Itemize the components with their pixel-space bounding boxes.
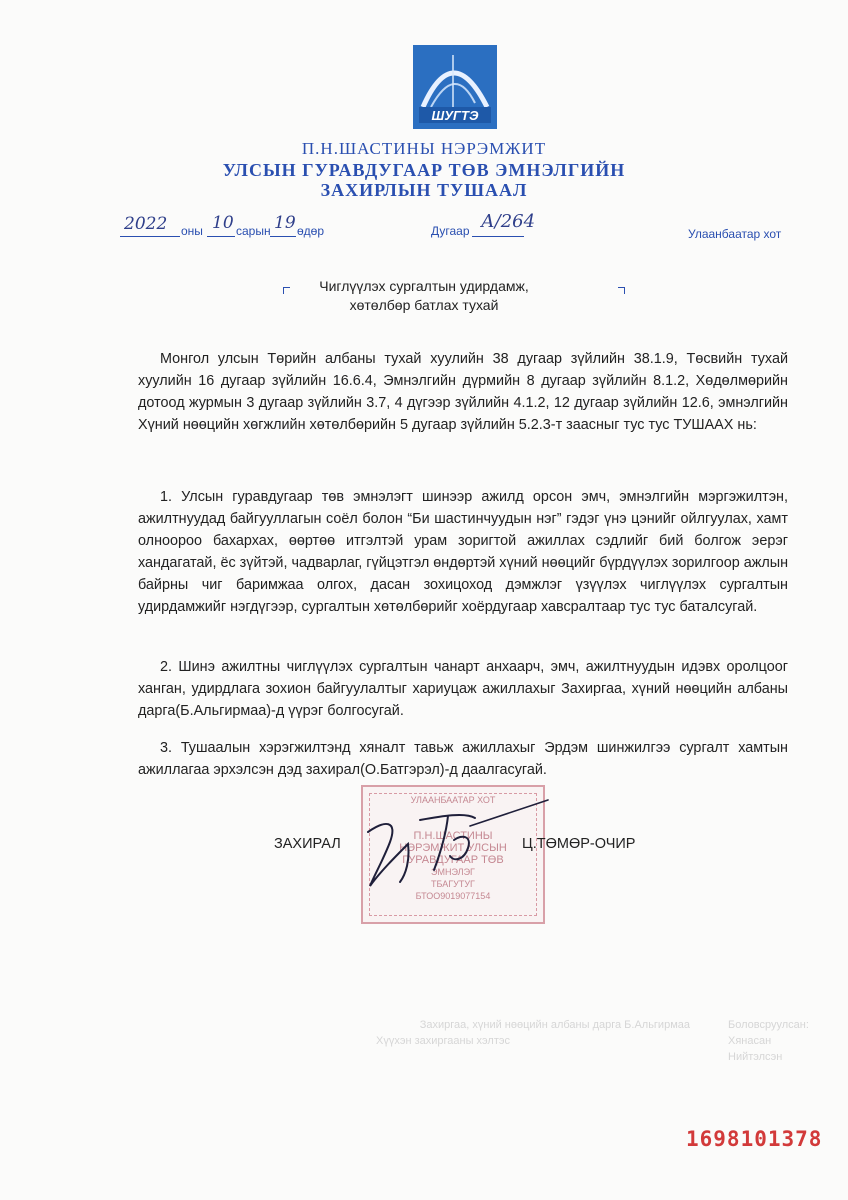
stamp-line3: НЭРЭМЖИТ УЛСЫН xyxy=(399,842,507,854)
number-underline xyxy=(472,236,524,237)
month-underline xyxy=(207,236,235,237)
header-line2: УЛСЫН ГУРАВДУГААР ТӨВ ЭМНЭЛГИЙН xyxy=(222,160,626,180)
bleed-col1-line2: Хянасан xyxy=(728,1035,772,1047)
subject-line1: Чиглүүлэх сургалтын удирдамж, xyxy=(319,278,529,294)
order-item-3: 3. Тушаалын хэрэгжилтэнд хяналт тавьж ажиллахыг Эрдэм шинжилгээ сургалт хамтын ажиллагаа эрхэлсэн дэд захирал(О.Батгэрэл)-д даалгасугай. xyxy=(138,740,788,778)
month-value: 10 xyxy=(212,213,234,233)
order-item-1: 1. Улсын гуравдугаар төв эмнэлэгт шинээр ажилд орсон эмч, эмнэлгийн мэргэжилтэн, ажилтнуудад байгууллагын соёл болон “Би шастинчуудын нэг” гэдэг үнэ цэнийг ойлгуулах, хамт олноороо бахархах, өөртөө итгэлтэй урам зоригтой ажиллах сэдлийг бий болгож эерэг хандагатай, ёс зүйтэй, чадварлаг, гүйцэтгэл өндөртэй хүний нөөцийг бүрдүүлэх зорилгоор ажлын байрны чиг баримжаа олгох, дасан зохицоход дэмжлэг үзүүлэх чиглүүлэх сургалтын удирдамжийг нэгдүгээр, сургалтын хөтөлбөрийг хоёрдугаар хавсралтаар тус тус баталсугай. xyxy=(138,489,789,615)
header-line1: П.Н.ШАСТИНЫ НЭРЭМЖИТ xyxy=(301,139,547,158)
handwritten-signature xyxy=(350,790,560,900)
stamp-line6: ТБАГУТУГ xyxy=(431,879,475,889)
preamble-paragraph: Монгол улсын Төрийн албаны тухай хуулийн 38 дугаар зүйлийн 38.1.9, Төсвийн тухай хуулийн 16 дугаар зүйлийн 16.6.4, Эмнэлгийн дүрмийн 8 дугаар зүйлийн 8.1.2, Хөдөлмөрийн дотоод журмын 3 дугаар зүйлийн 3.7, 4 дүгээр зүйлийн 4.1.2, 12 дугаар зүйлийн 12.6, эмнэлгийн Хүний нөөцийн хөгжлийн хөтөлбөрийн 5 дугаар зүйлийн 5.2.3-т заасныг тус тус ТУШААХ нь: xyxy=(138,351,788,433)
bleed-col2-line2: Хүүхэн захиргааны хэлтэс xyxy=(376,1035,510,1047)
day-underline xyxy=(270,236,296,237)
signature-title: ЗАХИРАЛ xyxy=(274,836,341,852)
year-underline xyxy=(120,236,180,237)
number-label: Дугаар xyxy=(431,224,470,238)
month-label: сарын xyxy=(236,224,271,238)
subject-line2: хөтөлбөр батлах тухай xyxy=(349,297,499,313)
day-label: өдөр xyxy=(297,224,325,238)
bleed-col1-line1: Боловсруулсан: xyxy=(728,1019,809,1031)
order-number: А/264 xyxy=(481,211,536,232)
bleed-col2-line1: Захиргаа, хүний нөөцийн албаны дарга Б.Альгирмаа xyxy=(419,1019,690,1031)
stamp-line1: УЛААНБААТАР ХОТ xyxy=(410,795,496,805)
header-title: ЗАХИРЛЫН ТУШААЛ xyxy=(320,180,528,200)
stamp-line5: ЭМНЭЛЭГ xyxy=(431,867,475,877)
serial-number: 1698101378 xyxy=(686,1127,823,1151)
stamp-line4: ГУРАВДУГААР ТӨВ xyxy=(402,854,504,866)
signatory-name: Ц.ТӨМӨР-ОЧИР xyxy=(522,836,636,852)
city-label: Улаанбаатар хот xyxy=(688,227,782,241)
year-label: оны xyxy=(181,224,203,238)
stamp-line2: П.Н.ШАСТИНЫ xyxy=(413,830,493,842)
logo-text: ШУГТЭ xyxy=(431,108,479,123)
bleed-col1-line3: Нийтэлсэн xyxy=(728,1051,783,1063)
year-value: 2022 xyxy=(124,214,168,234)
day-value: 19 xyxy=(274,213,296,233)
stamp-line7: БТОО9019077154 xyxy=(415,891,491,901)
hospital-logo xyxy=(413,45,497,129)
order-item-2: 2. Шинэ ажилтны чиглүүлэх сургалтын чанарт анхаарч, эмч, ажилтнуудын идэвх оролцоог ханган, удирдлага зохион байгуулалтыг хариуцаж ажиллахыг Захиргаа, хүний нөөцийн албаны дарга(Б.Альгирмаа)-д үүрэг болгосугай. xyxy=(138,659,788,719)
